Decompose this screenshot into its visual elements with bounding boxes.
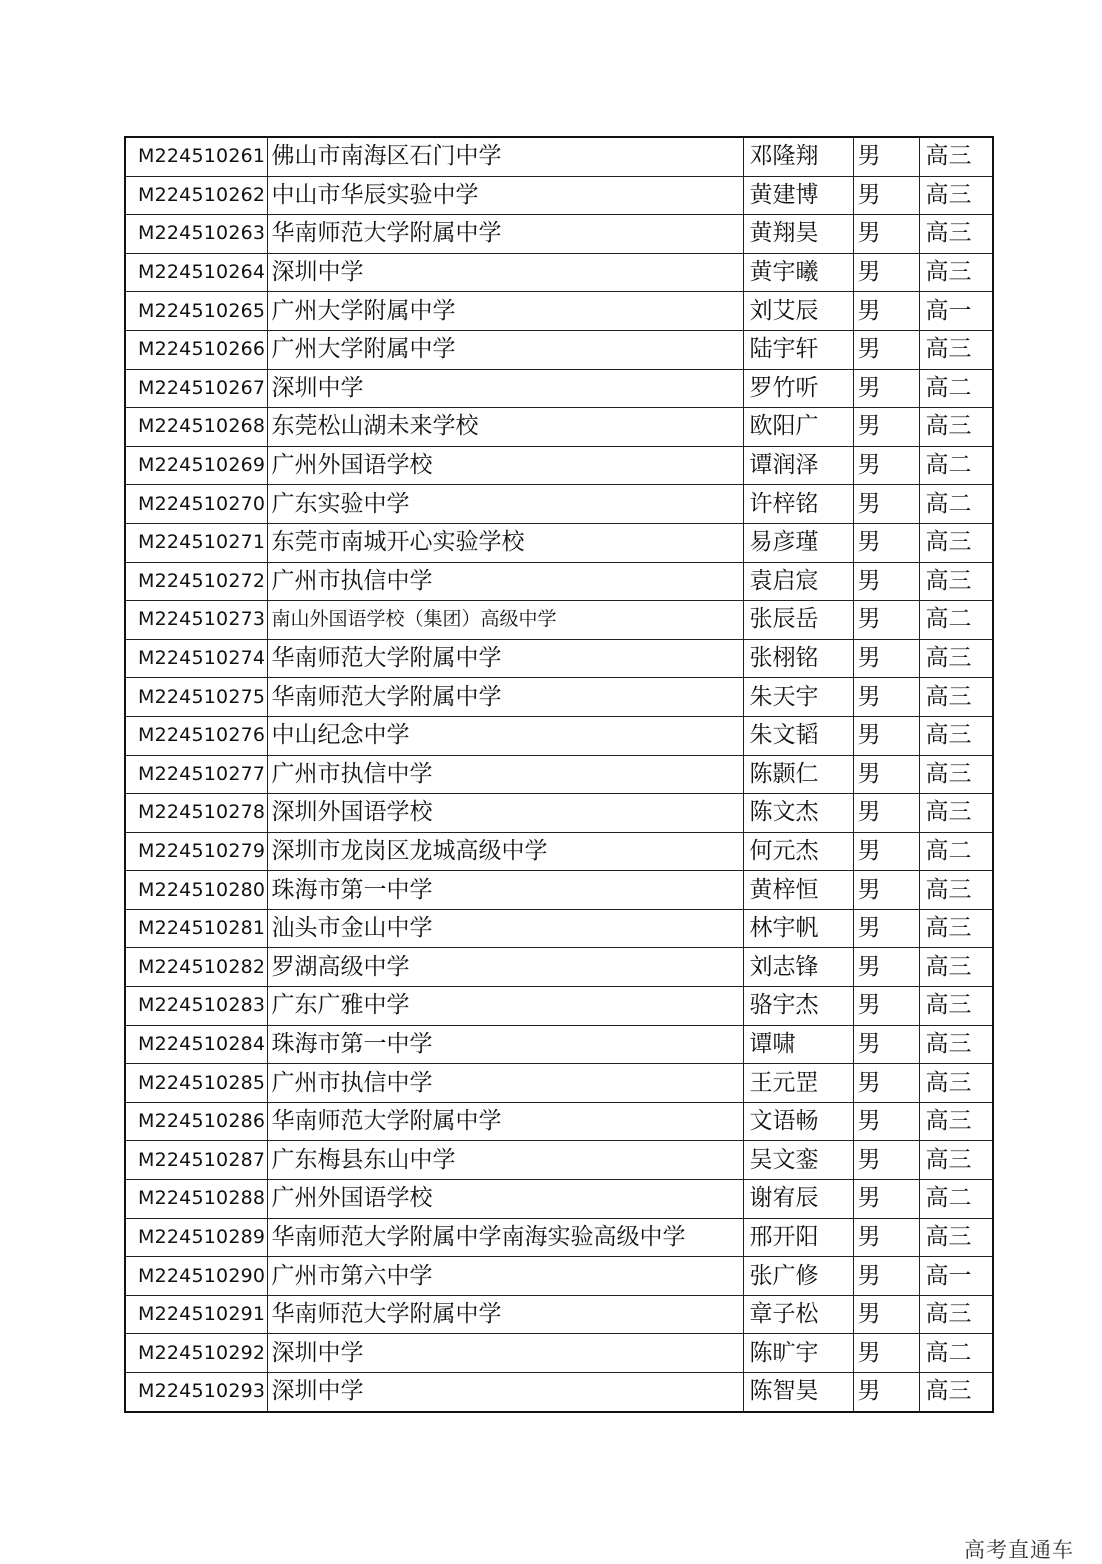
cell-school: 广州市执信中学 (267, 755, 743, 794)
cell-grade: 高三 (919, 755, 993, 794)
cell-school: 广东梅县东山中学 (267, 1141, 743, 1180)
cell-id: M224510291 (125, 1295, 267, 1334)
table-row (125, 755, 993, 794)
cell-id: M224510274 (125, 639, 267, 678)
cell-gender: 男 (853, 1295, 919, 1334)
cell-id: M224510290 (125, 1257, 267, 1296)
cell-grade: 高三 (919, 1295, 993, 1334)
cell-school: 广东实验中学 (267, 485, 743, 524)
cell-gender: 男 (853, 1334, 919, 1373)
cell-school: 广州大学附属中学 (267, 330, 743, 369)
cell-school: 广州外国语学校 (267, 1180, 743, 1219)
cell-id: M224510282 (125, 948, 267, 987)
cell-school: 中山市华辰实验中学 (267, 176, 743, 215)
cell-school: 深圳外国语学校 (267, 794, 743, 833)
cell-school: 广州市第六中学 (267, 1257, 743, 1296)
cell-gender: 男 (853, 253, 919, 292)
cell-gender: 男 (853, 1180, 919, 1219)
cell-id: M224510276 (125, 716, 267, 755)
cell-id: M224510283 (125, 987, 267, 1026)
cell-name: 章子松 (743, 1295, 853, 1334)
cell-name: 林宇帆 (743, 909, 853, 948)
cell-name: 邢开阳 (743, 1218, 853, 1257)
cell-id: M224510280 (125, 871, 267, 910)
cell-name: 朱文韬 (743, 716, 853, 755)
cell-school: 华南师范大学附属中学 (267, 1295, 743, 1334)
cell-id: M224510269 (125, 446, 267, 485)
cell-name: 欧阳广 (743, 408, 853, 447)
table-row (125, 369, 993, 408)
cell-id: M224510262 (125, 176, 267, 215)
cell-id: M224510293 (125, 1373, 267, 1412)
table-row (125, 253, 993, 292)
table-row (125, 408, 993, 447)
table-row (125, 601, 993, 640)
cell-grade: 高二 (919, 601, 993, 640)
cell-gender: 男 (853, 1218, 919, 1257)
cell-gender: 男 (853, 408, 919, 447)
cell-grade: 高二 (919, 1180, 993, 1219)
table-row (125, 485, 993, 524)
cell-name: 谭啸 (743, 1025, 853, 1064)
table-row (125, 1102, 993, 1141)
cell-id: M224510267 (125, 369, 267, 408)
cell-id: M224510286 (125, 1102, 267, 1141)
cell-gender: 男 (853, 215, 919, 254)
cell-school: 珠海市第一中学 (267, 871, 743, 910)
cell-grade: 高三 (919, 1218, 993, 1257)
table-row (125, 1257, 993, 1296)
cell-school: 汕头市金山中学 (267, 909, 743, 948)
table-row (125, 562, 993, 601)
table-row (125, 137, 993, 176)
cell-grade: 高三 (919, 330, 993, 369)
cell-gender: 男 (853, 794, 919, 833)
cell-id: M224510261 (125, 137, 267, 176)
cell-id: M224510277 (125, 755, 267, 794)
cell-name: 朱天宇 (743, 678, 853, 717)
cell-grade: 高二 (919, 446, 993, 485)
cell-name: 陈文杰 (743, 794, 853, 833)
cell-grade: 高三 (919, 1141, 993, 1180)
cell-id: M224510289 (125, 1218, 267, 1257)
cell-id: M224510265 (125, 292, 267, 331)
cell-id: M224510263 (125, 215, 267, 254)
cell-name: 陈智昊 (743, 1373, 853, 1412)
cell-grade: 高三 (919, 523, 993, 562)
cell-name: 骆宇杰 (743, 987, 853, 1026)
cell-grade: 高三 (919, 871, 993, 910)
table-row (125, 1025, 993, 1064)
cell-id: M224510272 (125, 562, 267, 601)
table-row (125, 1218, 993, 1257)
cell-grade: 高一 (919, 1257, 993, 1296)
cell-gender: 男 (853, 871, 919, 910)
table-row (125, 987, 993, 1026)
cell-grade: 高三 (919, 1102, 993, 1141)
table-row (125, 1180, 993, 1219)
cell-id: M224510275 (125, 678, 267, 717)
table-row (125, 716, 993, 755)
cell-grade: 高三 (919, 639, 993, 678)
cell-grade: 高三 (919, 408, 993, 447)
cell-gender: 男 (853, 562, 919, 601)
cell-gender: 男 (853, 137, 919, 176)
cell-grade: 高三 (919, 253, 993, 292)
cell-school: 深圳市龙岗区龙城高级中学 (267, 832, 743, 871)
cell-name: 许梓铭 (743, 485, 853, 524)
cell-gender: 男 (853, 176, 919, 215)
cell-gender: 男 (853, 485, 919, 524)
table-row (125, 292, 993, 331)
cell-school: 深圳中学 (267, 1373, 743, 1412)
cell-grade: 高三 (919, 987, 993, 1026)
cell-grade: 高三 (919, 562, 993, 601)
cell-name: 张辰岳 (743, 601, 853, 640)
table-row (125, 1295, 993, 1334)
table-row (125, 176, 993, 215)
cell-name: 袁启宸 (743, 562, 853, 601)
cell-gender: 男 (853, 369, 919, 408)
watermark-text: 高考直通车 (964, 1538, 1074, 1562)
cell-school: 广州市执信中学 (267, 562, 743, 601)
cell-id: M224510285 (125, 1064, 267, 1103)
cell-gender: 男 (853, 639, 919, 678)
cell-school: 深圳中学 (267, 253, 743, 292)
table-row (125, 1141, 993, 1180)
cell-name: 黄翔昊 (743, 215, 853, 254)
cell-school: 南山外国语学校（集团）高级中学 (267, 601, 743, 640)
cell-grade: 高三 (919, 1025, 993, 1064)
cell-name: 邓隆翔 (743, 137, 853, 176)
cell-gender: 男 (853, 1025, 919, 1064)
cell-school: 罗湖高级中学 (267, 948, 743, 987)
cell-id: M224510270 (125, 485, 267, 524)
cell-grade: 高二 (919, 832, 993, 871)
cell-grade: 高三 (919, 1373, 993, 1412)
cell-name: 张栩铭 (743, 639, 853, 678)
cell-school: 华南师范大学附属中学 (267, 639, 743, 678)
cell-name: 张广修 (743, 1257, 853, 1296)
table-row (125, 871, 993, 910)
table-row (125, 832, 993, 871)
table-row (125, 678, 993, 717)
cell-id: M224510271 (125, 523, 267, 562)
table-row (125, 1373, 993, 1412)
cell-name: 黄宇曦 (743, 253, 853, 292)
cell-name: 吴文銮 (743, 1141, 853, 1180)
cell-school: 华南师范大学附属中学 (267, 1102, 743, 1141)
table-row (125, 446, 993, 485)
cell-grade: 高二 (919, 485, 993, 524)
roster-body (125, 137, 993, 1412)
cell-name: 陈旷宇 (743, 1334, 853, 1373)
cell-gender: 男 (853, 601, 919, 640)
cell-name: 刘艾辰 (743, 292, 853, 331)
cell-id: M224510281 (125, 909, 267, 948)
cell-gender: 男 (853, 1141, 919, 1180)
table-row (125, 523, 993, 562)
cell-gender: 男 (853, 716, 919, 755)
cell-grade: 高三 (919, 678, 993, 717)
cell-school: 深圳中学 (267, 1334, 743, 1373)
cell-grade: 高三 (919, 948, 993, 987)
cell-school: 广州市执信中学 (267, 1064, 743, 1103)
cell-school: 广州外国语学校 (267, 446, 743, 485)
cell-grade: 高三 (919, 1064, 993, 1103)
table-row (125, 948, 993, 987)
cell-school: 华南师范大学附属中学南海实验高级中学 (267, 1218, 743, 1257)
cell-gender: 男 (853, 1064, 919, 1103)
cell-id: M224510268 (125, 408, 267, 447)
cell-gender: 男 (853, 832, 919, 871)
cell-gender: 男 (853, 987, 919, 1026)
cell-gender: 男 (853, 948, 919, 987)
cell-gender: 男 (853, 1257, 919, 1296)
cell-name: 黄梓恒 (743, 871, 853, 910)
cell-gender: 男 (853, 292, 919, 331)
cell-name: 罗竹听 (743, 369, 853, 408)
cell-name: 谭润泽 (743, 446, 853, 485)
cell-gender: 男 (853, 523, 919, 562)
cell-id: M224510279 (125, 832, 267, 871)
table-row (125, 215, 993, 254)
cell-school: 广州大学附属中学 (267, 292, 743, 331)
cell-gender: 男 (853, 1102, 919, 1141)
table-row (125, 639, 993, 678)
cell-grade: 高三 (919, 909, 993, 948)
table-row (125, 330, 993, 369)
cell-name: 谢宥辰 (743, 1180, 853, 1219)
cell-grade: 高三 (919, 794, 993, 833)
cell-id: M224510278 (125, 794, 267, 833)
cell-grade: 高三 (919, 176, 993, 215)
cell-name: 黄建博 (743, 176, 853, 215)
cell-grade: 高三 (919, 716, 993, 755)
table-row (125, 1334, 993, 1373)
cell-gender: 男 (853, 446, 919, 485)
cell-name: 陈颢仁 (743, 755, 853, 794)
cell-id: M224510273 (125, 601, 267, 640)
cell-grade: 高三 (919, 215, 993, 254)
cell-school: 华南师范大学附属中学 (267, 215, 743, 254)
cell-name: 王元罡 (743, 1064, 853, 1103)
table-row (125, 1064, 993, 1103)
cell-name: 刘志锋 (743, 948, 853, 987)
cell-gender: 男 (853, 330, 919, 369)
cell-school: 东莞市南城开心实验学校 (267, 523, 743, 562)
cell-gender: 男 (853, 1373, 919, 1412)
cell-school: 深圳中学 (267, 369, 743, 408)
cell-school: 佛山市南海区石门中学 (267, 137, 743, 176)
cell-id: M224510287 (125, 1141, 267, 1180)
cell-gender: 男 (853, 909, 919, 948)
table-row (125, 794, 993, 833)
cell-id: M224510288 (125, 1180, 267, 1219)
cell-school: 东莞松山湖未来学校 (267, 408, 743, 447)
cell-id: M224510266 (125, 330, 267, 369)
cell-gender: 男 (853, 755, 919, 794)
roster-table (124, 136, 994, 1413)
table-row (125, 909, 993, 948)
cell-name: 易彦瑾 (743, 523, 853, 562)
cell-gender: 男 (853, 678, 919, 717)
cell-grade: 高三 (919, 137, 993, 176)
cell-id: M224510284 (125, 1025, 267, 1064)
cell-id: M224510292 (125, 1334, 267, 1373)
cell-grade: 高二 (919, 1334, 993, 1373)
cell-school: 广东广雅中学 (267, 987, 743, 1026)
cell-name: 文语畅 (743, 1102, 853, 1141)
cell-school: 珠海市第一中学 (267, 1025, 743, 1064)
cell-grade: 高二 (919, 369, 993, 408)
cell-grade: 高一 (919, 292, 993, 331)
cell-school: 华南师范大学附属中学 (267, 678, 743, 717)
cell-id: M224510264 (125, 253, 267, 292)
cell-name: 何元杰 (743, 832, 853, 871)
cell-name: 陆宇轩 (743, 330, 853, 369)
cell-school: 中山纪念中学 (267, 716, 743, 755)
